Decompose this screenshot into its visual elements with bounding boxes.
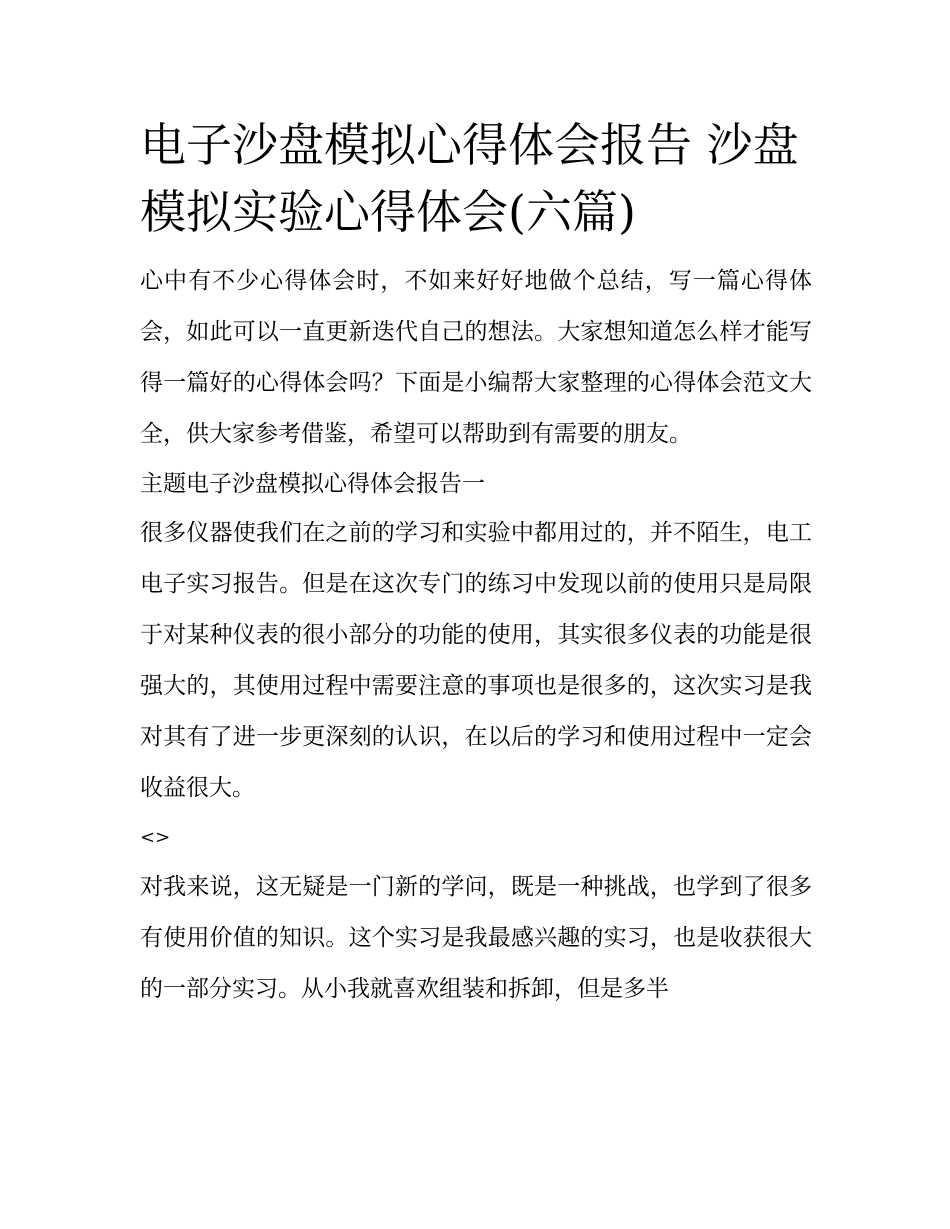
body-paragraph-2: 对我来说，这无疑是一门新的学问，既是一种挑战，也学到了很多有使用价值的知识。这个实习是我最感兴趣的实习，也是收获很大的一部分实习。从小我就喜欢组装和拆卸，但是多半 bbox=[140, 874, 812, 1002]
angle-bracket-marker: <> bbox=[140, 827, 171, 848]
intro-paragraph: 心中有不少心得体会时，不如来好好地做个总结，写一篇心得体会，如此可以一直更新迭代自己的想法。大家想知道怎么样才能写得一篇好的心得体会吗？下面是小编帮大家整理的心得体会范文大全，供大家参考借鉴，希望可以帮助到有需要的朋友。 bbox=[140, 268, 812, 447]
body-paragraph-1: 很多仪器使我们在之前的学习和实验中都用过的，并不陌生，电工电子实习报告。但是在这次专门的练习中发现以前的使用只是局限于对某种仪表的很小部分的功能的使用，其实很多仪表的功能是很强大的，其使用过程中需要注意的事项也是很多的，这次实习是我对其有了进一步更深刻的认识，在以后的学习和使用过程中一定会收益很大。 bbox=[140, 520, 812, 801]
document-body bbox=[140, 112, 812, 1015]
document-title: 电子沙盘模拟心得体会报告 沙盘模拟实验心得体会(六篇) bbox=[140, 118, 799, 239]
section-heading: 主题电子沙盘模拟心得体会报告一 bbox=[140, 471, 485, 497]
